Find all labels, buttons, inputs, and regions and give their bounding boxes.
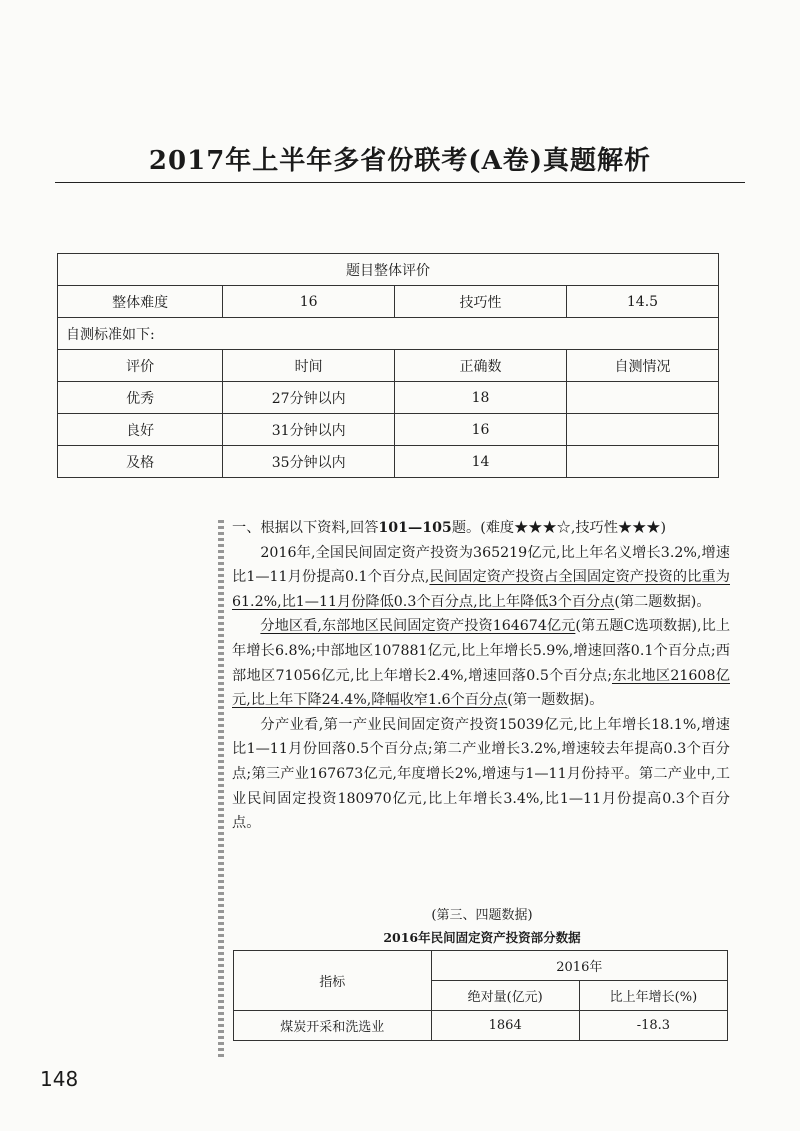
grade-cell: 及格 [58,446,223,478]
criteria-label: 自测标准如下: [58,318,719,350]
abs-cell: 1864 [431,1011,579,1041]
grade-cell: 良好 [58,414,223,446]
question-section [232,516,730,836]
difficulty-value: 16 [223,286,395,318]
self-check-cell [566,414,718,446]
page-title: 2017年上半年多省份联考(A卷)真题解析 [148,146,652,176]
p2-text-1: (第五题C选项数据),比上年增长6.8%;中部地区107881亿元,比上年增长5.9%,增速回落0.1个百分点;西部地区71056亿元,比上年增长2.4%,增速回落0.5个百分点; [232,618,731,684]
table-row [58,414,719,446]
p1-underlined: 民间固定资产投资占全国固定资产投资的比重为61.2%,比1—11月份降低0.3个百分点,比上年降低3个百分点 [232,569,730,610]
heading-prefix: 一、根据以下资料,回答 [232,520,379,536]
abs-header: 绝对量(亿元) [431,981,579,1011]
heading-suffix: 题。(难度★★★☆,技巧性★★★) [451,520,667,536]
paragraph-1 [232,541,730,615]
overview-table [57,253,719,478]
self-check-cell [566,382,718,414]
p1-text-b: (第二题数据)。 [614,593,711,610]
paragraph-2 [232,614,730,712]
p1-text-a: 2016年,全国民间固定资产投资为365219亿元,比上年名义增长3.2%,增速比1—11月份提高0.1个百分点, [232,544,730,586]
p2-text-2: (第一题数据)。 [507,692,604,709]
indicator-header: 指标 [234,951,432,1011]
column-header: 正确数 [395,350,567,382]
data-table-title: 2016年民间固定资产投资部分数据 [383,930,581,945]
growth-header: 比上年增长(%) [579,981,727,1011]
skill-label: 技巧性 [395,286,567,318]
column-header: 自测情况 [566,350,718,382]
table-row [58,446,719,478]
year-header: 2016年 [431,951,727,981]
growth-cell: -18.3 [579,1011,727,1041]
indicator-cell: 煤炭开采和洗选业 [234,1011,432,1041]
title-underline [55,182,745,183]
p2-underlined-1: 分地区看,东部地区民间固定资产投资164674亿元 [260,618,576,635]
question-heading [232,516,730,541]
investment-data-table [233,950,728,1041]
table-row [234,1011,728,1041]
criteria-header-row [58,350,719,382]
p2-underlined-2: 东北地区21608亿元,比上年下降24.4%,降幅收窄1.6个百分点 [232,667,730,709]
correct-cell: 14 [395,446,567,478]
margin-rule [218,520,224,1060]
self-check-cell [566,446,718,478]
column-header: 评价 [58,350,223,382]
page-number: 148 [40,1067,79,1091]
time-cell: 31分钟以内 [223,414,395,446]
grade-cell: 优秀 [58,382,223,414]
table-row [58,382,719,414]
heading-range: 101—105 [378,520,452,536]
correct-cell: 18 [395,382,567,414]
paragraph-3: 分产业看,第一产业民间固定资产投资15039亿元,比上年增长18.1%,增速比1—11月份回落0.5个百分点;第二产业增长3.2%,增速较去年提高0.3个百分点;第三产业167673亿元,年度增长2%,增速与1—11月份持平。第二产业中,工业民间固定投资180970亿元,比上年增长3.4%,比1—11月份提高0.3个百分点。 [232,716,730,832]
difficulty-label: 整体难度 [58,286,223,318]
time-cell: 35分钟以内 [223,446,395,478]
correct-cell: 16 [395,414,567,446]
column-header: 时间 [223,350,395,382]
time-cell: 27分钟以内 [223,382,395,414]
data-caption: (第三、四题数据) [431,908,533,923]
overview-header: 题目整体评价 [58,254,719,286]
skill-value: 14.5 [566,286,718,318]
